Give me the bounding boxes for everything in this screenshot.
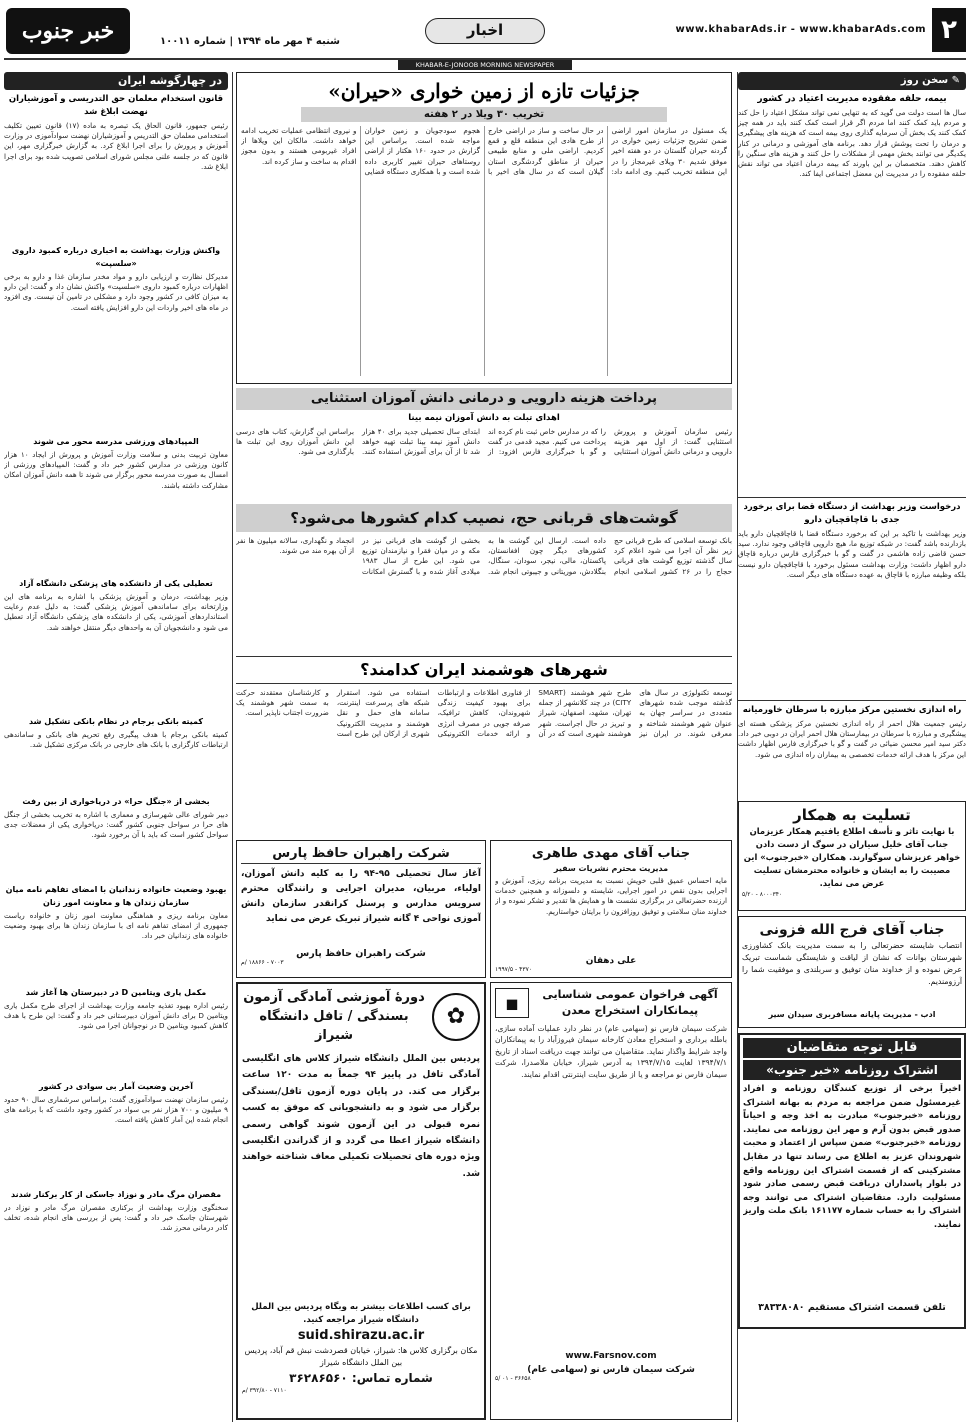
ad-parsroad-body: آغاز سال تحصیلی ۹۵-۹۴ را به کلیه دانش آموزان، اولیاء، مربیان، مدیران اجرایی و رانندگان محترم سرویس مدارس و پرسنل کرانقدر سازمان دانش آموزی نواحی ۴ گانه شیراز تبریک عرض می نماید bbox=[241, 869, 481, 924]
editorial-body: سال ها است دولت می گوید که به تنهایی نمی تواند مشکل اعتیاد را حل کند و مردم باید کمک کنند اما مردم اگر قرار است کمک کنند باید در همه چیز کمک کنند یک بخش آن سرمایه گذاری روی بیمه است که هزینه های پیشگیری و درمان را تحت پوشش قرار دهد. برنامه های آموزشی و درمانی در کنار یکدیگر می توانند بخش مهمی از مشکلات را حل کنند و هزینه های سنگین را کاهش دهند. متخصصان بر این باورند که بیمه درمان اعتیاد می تواند نقش حلقه مفقوده را در مدیریت این معضل اجتماعی ایفا کند. bbox=[738, 108, 966, 179]
ad-uni-contact: برای کسب اطلاعات بیشتر به وبگاه پردیس بین الملل دانشگاه شیراز مراجعه کنید. bbox=[251, 1302, 471, 1325]
shiraz-university-logo-icon: ✿ bbox=[432, 993, 480, 1041]
website[interactable]: www.khabarAds.ir - www.khabarAds.com bbox=[675, 24, 926, 35]
lead-headline: جزئیات تازه از زمین خواری «حیران» bbox=[328, 79, 640, 103]
congrats-signature: ادب - مدیریت پایانه مسافربری سیدان سیر bbox=[768, 1010, 936, 1019]
ad-uni-address: مکان برگزاری کلاس ها: شیراز، خیابان قصردشت نبش قم آباد، پردیس بین الملل دانشگاه شیراز bbox=[244, 1346, 478, 1367]
article2-body: وزیر بهداشت با تاکید بر این که برخورد دستگاه قضا با قاچاقچیان دارو باید بازدارنده باشد گفت: در شبکه توزیع ما، هیچ دارویی قاچاقی وجود ندارد. سید حسن قاضی زاده هاشمی در گفت و گو با خبرگزاری فارس درباره قاچاق دارو اظهار داشت: وزارت بهداشت مسئول برخورد با قاچاقچیان دارو نیست بلکه وظیفه مبارزه با قاچاق به عهده دستگاه های دیگر است. bbox=[738, 529, 966, 579]
column-rule bbox=[232, 72, 233, 1422]
article3-body: رئیس جمعیت هلال احمر از راه اندازی نخستین مرکز پزشکی هسته ای پیشگیری و مبارزه با سرطان در بیمارستان هلال احمر ایران در دوبی خبر داد. دکتر سید امیر محسن ضیائی در گفت و گو با خبرگزاری فارس اظهار داشت این مرکز با هدف ارائه خدمات تخصصی به بیماران راه اندازی می شود. bbox=[738, 719, 966, 759]
subscription-phone[interactable]: تلفن قسمت اشتراک مستقیم ۳۸۳۳۸۰۸۰ bbox=[758, 1302, 946, 1313]
condolence-code: ۸۰۰۰۳۴۰ - ۵/۲۰ bbox=[742, 891, 783, 898]
ad-mine bbox=[490, 982, 732, 1420]
congrats-ad bbox=[738, 916, 966, 1028]
ad-mine-code: ۳۶۶۵۸ - ۰۱ /۵ bbox=[495, 1375, 531, 1382]
ad-parsroad-code: ۷۰۰۳ - ۱۸۸۶۶ /م bbox=[241, 959, 284, 966]
ad-mine-header bbox=[495, 987, 727, 1019]
right-column bbox=[738, 72, 966, 1422]
date-issue: شنبه ۴ مهر ماه ۱۳۹۴ | شماره ۱۰۰۱۱ bbox=[160, 36, 340, 47]
left-art8-body: رئیس اداره بهبود تغذیه جامعه وزارت بهداشت از اجرای طرح مکمل یاری ویتامین D برای دانش آموزان دبیرستانی خبر داد و گفت: این طرح با هدف کاهش کمبود ویتامین D در نوجوانان اجرا می شود. bbox=[4, 1001, 228, 1031]
cement-logo-icon: ◼ bbox=[495, 988, 529, 1018]
ad-uni-title: دورۀ آموزشی آمادگی آزمون بسندگی / تافل دانشگاه شیراز bbox=[243, 990, 425, 1043]
left-art9-title: آخرین وضعیت آمار بی سوادی در کشور bbox=[39, 1082, 193, 1091]
ad-taheri-title: جناب آقای مهدی طاهری bbox=[531, 846, 691, 861]
ad-taheri bbox=[490, 840, 732, 978]
left-art1-title: قانون استخدام معلمان حق التدریسی و آموزشیاران نهضت ابلاغ شد bbox=[8, 94, 224, 117]
editorial-badge bbox=[738, 72, 966, 90]
left-art2-title: واکنش وزارت بهداشت به اخباری درباره کمبود داروی «سلسپت» bbox=[11, 246, 221, 268]
editorial-badge-label: سخن روز bbox=[900, 75, 949, 86]
story2-body: رئیس سازمان آموزش و پرورش استثنایی گفت: از اول مهر هزینه دارویی و درمانی دانش آموزان استثنایی را که در مدارس خاص ثبت نام کرده اند پرداخت می کنیم. مجید قدمی در گفت و گو با خبرگزاری فارس افزود: از ابتدای سال تحصیلی جدید برای ۴۰ هزار دانش آموز نیمه بینا تبلت تهیه خواهد شد تا از آن برای آموزش استفاده کنند. براساس این گزارش، کتاب های درسی این دانش آموزان روی این تبلت ها بارگذاری می شود. bbox=[236, 427, 732, 457]
ad-mine-sign: شرکت سیمان فارس نو (سهامی عام) bbox=[527, 1365, 695, 1375]
article3-title: راه اندازی نخستین مرکز مبارزه با سرطان خاورمیانه bbox=[742, 705, 962, 715]
condolence-title: تسلیت به همکار bbox=[793, 806, 911, 824]
divider bbox=[738, 497, 966, 498]
ad-uni-header bbox=[242, 988, 480, 1045]
left-art5-body: کمیته بانکی برجام با هدف پیگیری رفع تحریم های بانکی و ساماندهی ارتباطات کارگزاری با بانک های خارجی در بانک مرکزی تشکیل شد. bbox=[4, 730, 228, 750]
left-column bbox=[4, 72, 228, 1422]
story3-body: بانک توسعه اسلامی که طرح قربانی حج زیر نظر آن اجرا می شود اعلام کرد سال گذشته توزیع گوشت های قربانی حجاج را در ۲۶ کشور اسلامی انجام داده است. ارسال این گوشت ها به کشورهای دیگر چون افغانستان، پاکستان، مالی، نیجر، سودان، سنگال، بنگلادش، موریتانی و جیبوتی انجام شد. بخشی از گوشت های قربانی نیز در مکه و در میان فقرا و نیازمندان توزیع می شود. این طرح از سال ۱۹۸۳ میلادی آغاز شده و با گسترش امکانات انجماد و نگهداری، سالانه میلیون ها نفر از آن بهره مند می شوند. bbox=[236, 536, 732, 576]
lead-subheadline: تخریب ۳۰ ویلا در ۲ هفته bbox=[301, 107, 667, 122]
story4-body: توسعه تکنولوژی در سال های گذشته موجب شده شهرهای متعددی در سراسر جهان به عنوان شهر هوشمند شناخته و معرفی شوند. در ایران نیز طرح شهر هوشمند (SMART CITY) در چند کلانشهر از جمله تهران، مشهد، اصفهان، شیراز و تبریز در حال اجراست. شهر هوشمند شهری است که در آن از فناوری اطلاعات و ارتباطات برای بهبود کیفیت زندگی شهروندان، کاهش ترافیک، صرفه جویی در مصرف انرژی و ارائه خدمات الکترونیکی استفاده می شود. استقرار شبکه های پرسرعت اینترنت، سامانه های حمل و نقل هوشمند و مدیریت الکترونیک شهری از ارکان این طرح است و کارشناسان معتقدند حرکت به سمت شهر هوشمند یک ضرورت اجتناب ناپذیر است. bbox=[236, 688, 732, 738]
left-art7-body: معاون برنامه ریزی و هماهنگی معاونت امور زنان و خانواده ریاست جمهوری از امضای تفاهم نامه ای با سازمان زندان ها برای بهبود وضعیت خانواده های زندانیان خبر داد. bbox=[4, 911, 228, 941]
left-art7-title: بهبود وضعیت خانواده زندانیان با امضای تفاهم نامه میان سازمان زندان ها و معاونت امور زنان bbox=[5, 885, 227, 907]
story3 bbox=[236, 504, 732, 652]
pen-icon: ✎ bbox=[951, 75, 960, 86]
ad-parsroad-sign: شرکت راهبران حافظ پارس bbox=[296, 948, 426, 959]
congrats-body: انتصاب شایسته حضرتعالی را به سمت مدیریت بانک کشاورزی شهرستان بوانات که نشان از لیاقت و شایستگی شماست تبریک عرض نموده و از خداوند منان توفیق و سربلندی و موفقیت شما را آرزومندیم. bbox=[742, 941, 962, 986]
ad-uni-phone[interactable]: شماره تماس: ۳۶۲۸۶۵۶۰ bbox=[289, 1371, 433, 1385]
left-art1-body: رئیس جمهور، قانون الحاق یک تبصره به ماده (۱۷) قانون تعیین تکلیف استخدامی معلمان حق التدریس و آموزشیاران نهضت سوادآموزی در وزارت آموزش و پرورش را برای اجرا ابلاغ کرد. به گزارش خبرگزاری مهر، این قانون که در جلسه علنی مجلس شورای اسلامی تصویب شده بود برای اجرا ابلاغ شد. bbox=[4, 121, 228, 171]
subscription-title2: اشتراک روزنامه «خبر جنوب» bbox=[743, 1060, 961, 1080]
story4-headline: شهرهای هوشمند ایران کدامند؟ bbox=[236, 656, 732, 684]
left-art4-body: وزیر بهداشت، درمان و آموزش پزشکی با اشاره به برنامه های این وزارتخانه برای ساماندهی آموزش پزشکی گفت: به دلیل عدم رعایت استانداردهای آموزشی، یکی از دانشکده های پزشکی دانشگاه آزاد تعطیل می شود و دانشجویان آن به واحدهای دیگر منتقل خواهند شد. bbox=[4, 592, 228, 632]
ad-parsroad-title: شرکت راهبران حافظ پارس bbox=[241, 845, 481, 864]
story2-subheadline: اهدای تبلت به دانش آموزان نیمه بینا bbox=[408, 413, 560, 423]
left-art8-title: مکمل یاری ویتامین D در دبیرستان ها آغاز شد bbox=[25, 988, 207, 997]
subscription-notice bbox=[738, 1033, 966, 1329]
divider bbox=[738, 700, 966, 701]
condolence-body: با نهایت تاثر و تأسف اطلاع یافتیم همکار عزیزمان جناب آقای خلیل سیاران در سوگ از دست دادن خواهر عزیزشان سوگوارند. همکاران «خبرجنوب» این مصیبت را به ایشان و خانواده محترمشان تسلیت عرض می نماید. bbox=[743, 826, 961, 888]
subscription-title: قابل توجه متقاضیان bbox=[743, 1038, 961, 1058]
left-art5-title: کمیته بانکی برجام در نظام بانکی تشکیل شد bbox=[28, 717, 204, 726]
ad-uni-code: ۷۱۱۰ - ۳۹۲/۸۰ /م bbox=[242, 1387, 287, 1394]
story2 bbox=[236, 388, 732, 500]
ad-taheri-body: مایه احساس عمیق قلبی خویش نسبت به مدیریت برنامه ریزی، آموزش و اجرایی بدون نقص در امور اجرایی، شایسته و دلسوزانه و همچنین خدمات ارزنده حضرتعالی در برگزاری نشست ها و همایش ها تقدیر و تشکر نموده و از خداوند منان سلامتی و توفیق روزافزون را برایتان خواستاریم. bbox=[495, 876, 727, 916]
ad-mine-web[interactable]: www.Farsnov.com bbox=[565, 1351, 657, 1361]
story4 bbox=[236, 656, 732, 836]
left-art9-body: رئیس سازمان نهضت سوادآموزی گفت: براساس سرشماری سال ۹۰ حدود ۹ میلیون و ۷۰۰ هزار نفر بی سواد در کشور وجود داشت که با برنامه های انجام شده این آمار کاهش یافته است. bbox=[4, 1095, 228, 1125]
section-tab bbox=[425, 18, 545, 44]
lead-story bbox=[236, 72, 732, 384]
left-art6-body: دبیر شورای عالی شهرسازی و معماری با اشاره به تخریب بخشی از جنگل های حرا در سواحل جنوبی کشور گفت: دریاخواری یکی از معضلات جدی سواحل کشور است که باید با آن برخورد شود. bbox=[4, 810, 228, 840]
ad-uni-web[interactable]: suid.shirazu.ac.ir bbox=[297, 1328, 425, 1343]
ad-mine-title: آگهی فراخوان عمومی شناسایی پیمانکاران استخراج معدن bbox=[542, 988, 718, 1017]
left-section-title: در چهارگوشه ایران bbox=[4, 72, 228, 90]
newspaper-logo bbox=[6, 8, 130, 54]
left-art4-title: تعطیلی یکی از دانشکده های پزشکی دانشگاه آزاد bbox=[19, 579, 213, 588]
ad-taheri-sign: علی دهقان bbox=[585, 956, 637, 966]
left-art10-body: سخنگوی وزارت بهداشت از برکناری مقصران مرگ مادر و نوزاد در شهرستان جاسک خبر داد و گفت: پس از بررسی های انجام شده، تخلف کادر درمانی محرز شد. bbox=[4, 1203, 228, 1233]
ad-taheri-sub: مدیریت محترم نشریات سفیر bbox=[553, 864, 669, 873]
article2-title: درخواست وزیر بهداشت از دستگاه قضا برای برخورد جدی با قاچاقچیان دارو bbox=[743, 502, 961, 525]
ad-university bbox=[236, 982, 486, 1420]
story2-headline: پرداخت هزینه دارویی و درمانی دانش آموزان استثنایی bbox=[236, 388, 732, 410]
ad-parsroad bbox=[236, 840, 486, 978]
left-art10-title: مقصران مرگ مادر و نوزاد جاسکی از کار برکنار شدند bbox=[10, 1190, 222, 1199]
left-art3-title: المپیادهای ورزشی مدرسه محور می شوند bbox=[33, 437, 199, 446]
column-rule bbox=[737, 72, 738, 1422]
left-art6-title: بخشی از «جنگل حرا» در دریاخواری از بین رفت bbox=[22, 797, 210, 806]
story3-headline: گوشت‌های قربانی حج، نصیب کدام کشورها می‌شود؟ bbox=[236, 504, 732, 532]
ad-taheri-code: ۴۳۷۰ - ۱۹۹۷/۵ bbox=[495, 966, 533, 973]
congrats-title: جناب آقای فرج الله فزونی bbox=[759, 922, 945, 938]
subscription-body: اخیراً برخی از توزیع کنندگان روزنامه و افراد غیرمسئول ضمن مراجعه به مردم به بهانه اشتراک روزنامه «خبرجنوب» مبادرت به اخذ وجه و احیاناً صدور قبض بدون آرم و مهر این روزنامه می نمایند. روزنامه «خبرجنوب» ضمن سپاس از اعتماد و محبت شهروندان عزیز به اطلاع می رساند تنها در مقابل مشترکینی که از قسمت اشتراک این روزنامه واقع در بلوار پاسداران دریافت قبض رسمی صادر شود مسئولیت دارد. متقاضیان اشتراک می توانند وجه اشتراک را به حساب شماره ۱۶۱۱۷۷ بانک ملت واریز نمایند. bbox=[743, 1084, 961, 1230]
section-label: اخبار bbox=[466, 21, 504, 39]
editorial-headline: بیمه، حلقه مفقوده مدیریت اعتیاد در کشور bbox=[757, 94, 947, 104]
ad-uni-body: پردیس بین الملل دانشگاه شیراز کلاس های انگلیسی آمادگی تافل در پاییز ۹۴ جمعاً به مدت ۱۲۰ ساعت برگزار می کند. در پایان دوره آزمون تافل/بسندگی برگزار می شود و به دانشجویانی که موفق به کسب نمره قبولی در این آزمون شوند گواهی رسمی دانشگاه شیراز اعطا می گردد و از گذراندن انگلیسی ویژه دوره های تحصیلات تکمیلی معاف شناخته خواهند شد. bbox=[242, 1054, 480, 1179]
logo-text: خبر جنوب bbox=[21, 18, 115, 44]
ad-mine-body: شرکت سیمان فارس نو (سهامی عام) در نظر دارد عملیات آماده سازی، باطله برداری و استخراج معادن کارخانه سیمان فیروزآباد را به پیمانکاران واجد شرایط واگذار نماید. متقاضیان می توانند جهت دریافت اسناد از تاریخ ۱۳۹۴/۷/۱ لغایت ۱۳۹۴/۷/۱۵ به آدرس شیراز، خیابان ملاصدرا، شرکت سیمان فارس نو مراجعه و یا از طریق سایت اینترنتی اقدام نمایند. bbox=[495, 1024, 727, 1079]
condolence-ad bbox=[738, 801, 966, 911]
page-number: ۲ bbox=[932, 8, 966, 52]
banner: KHABAR-E-JONOOB MORNING NEWSPAPER bbox=[398, 60, 572, 70]
left-art3-body: معاون تربیت بدنی و سلامت وزارت آموزش و پرورش از ایجاد ۱۰ هزار کانون ورزشی در مدارس کشور خبر داد و گفت: المپیادهای ورزشی از امسال به صورت مدرسه محور برگزار می شوند تا همه دانش آموزان امکان مشارکت داشته باشند. bbox=[4, 450, 228, 490]
left-art2-body: مدیرکل نظارت و ارزیابی دارو و مواد مخدر سازمان غذا و دارو به برخی اظهارات درباره کمبود داروی «سلسپت» واکنش نشان داد و گفت: این دارو به میزان کافی در کشور وجود دارد و مشکلی در تامین آن نیست. وی افزود در ماه های اخیر واردات این دارو افزایش یافته است. bbox=[4, 272, 228, 312]
lead-body: یک مسئول در سازمان امور اراضی ضمن تشریح جزئیات زمین خواری در گردنه حیران گلستان در دو هفته اخیر موفق شدیم ۳۰ ویلای غیرمجاز را در این منطقه تخریب کنیم. وی ادامه داد: در حال ساخت و ساز در اراضی خارج از طرح هادی این منطقه قلع و قمع کردیم. اراضی ملی و منابع طبیعی حیران از مناطق گردشگری استان گیلان است که در سال های اخیر با هجوم سودجویان و زمین خواران مواجه شده است. براساس این گزارش در حدود ۱۶۰ هکتار از اراضی روستاهای حیران تغییر کاربری داده شده است و با همکاری دستگاه قضایی و نیروی انتظامی عملیات تخریب ادامه خواهد داشت. مالکان این ویلاها از افراد غیربومی هستند و بدون مجوز اقدام به ساخت و ساز کرده اند. bbox=[241, 126, 727, 176]
